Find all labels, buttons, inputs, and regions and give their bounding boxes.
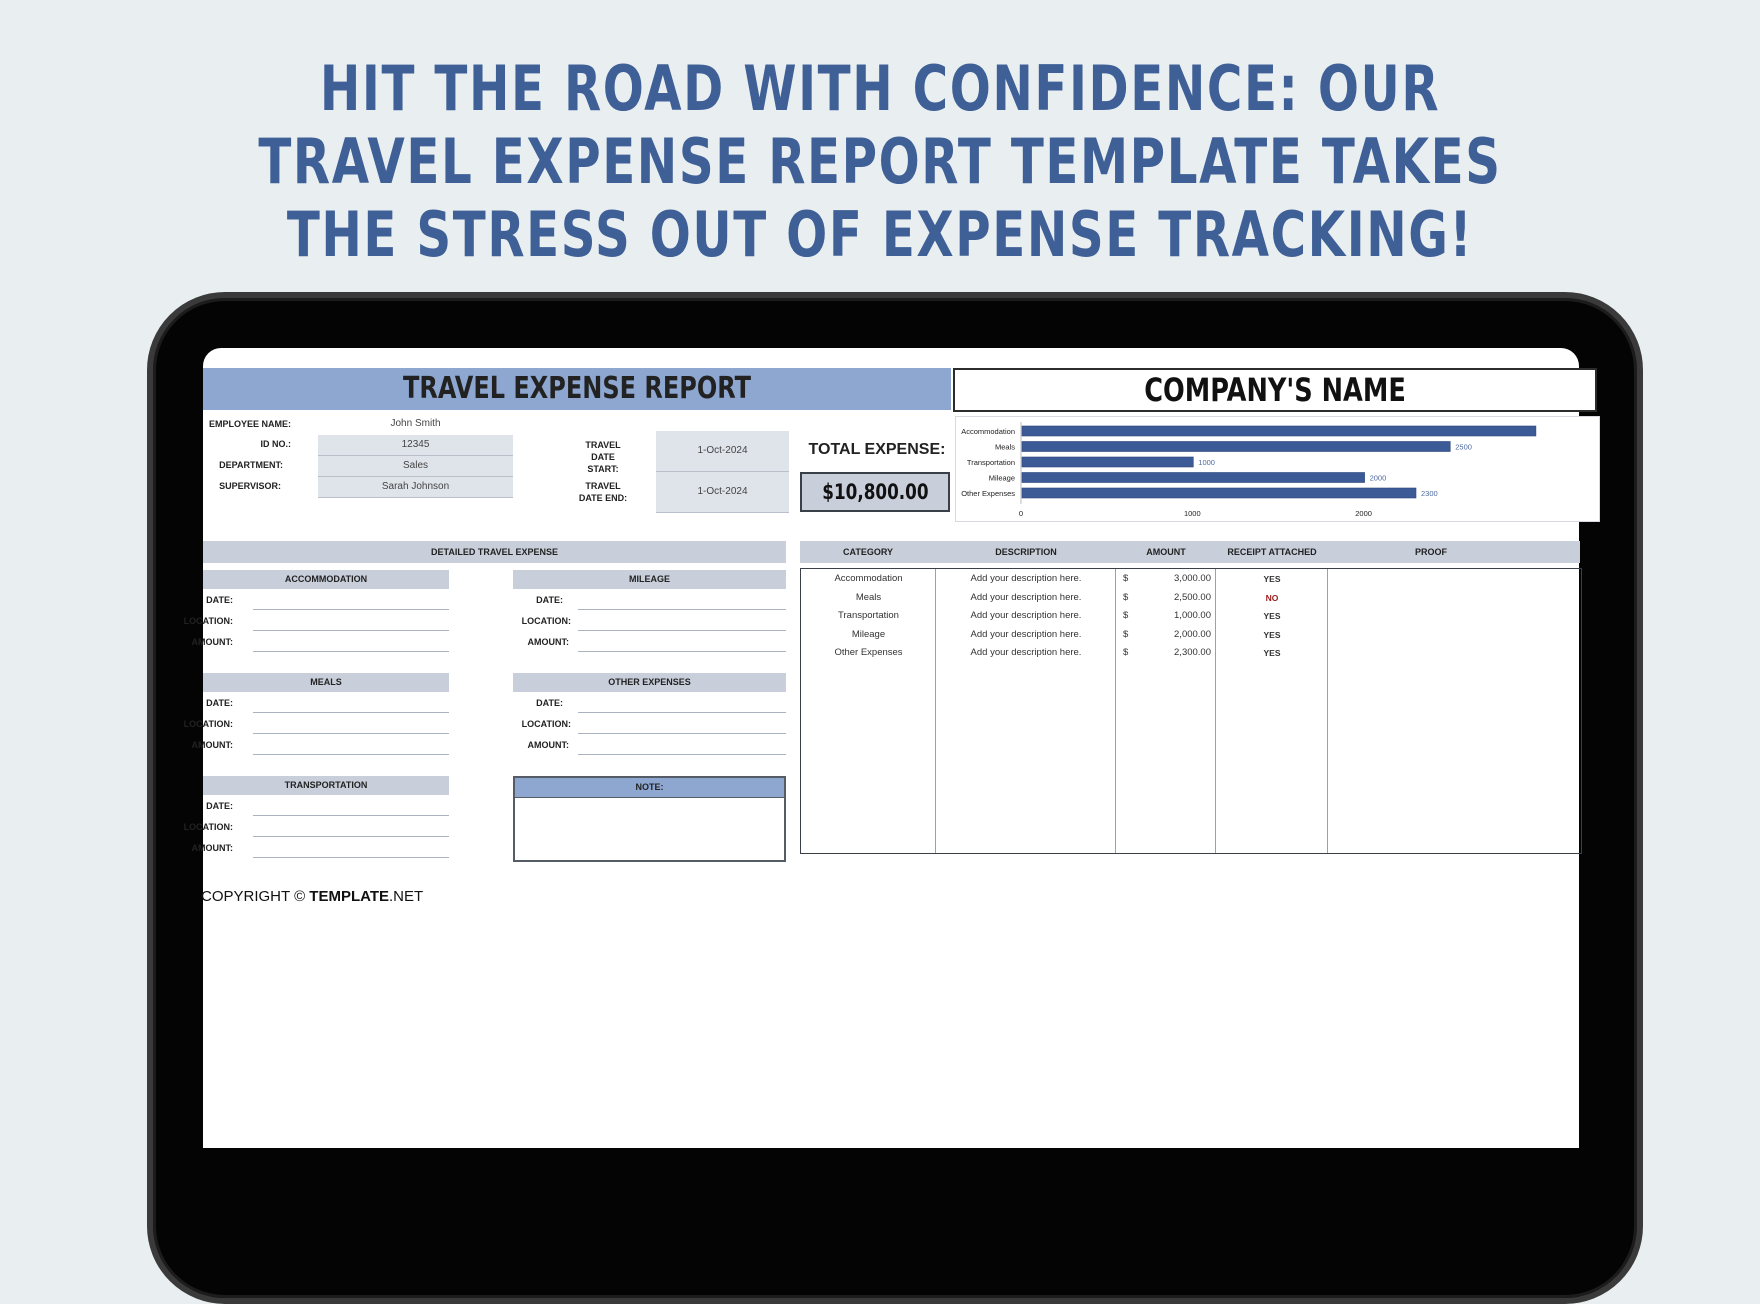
row-amount[interactable]: 2,300.00 [1174,647,1211,658]
meals-location-label: LOCATION: [183,719,233,729]
chart-bar [1022,442,1450,452]
row-category: Other Expenses [834,647,903,658]
spreadsheet-screen [183,348,1579,1148]
transportation-date-label: DATE: [206,801,233,811]
table-header-row [800,541,1580,563]
chart-category-label: Transportation [966,458,1015,467]
detailed-expense-title: DETAILED TRAVEL EXPENSE [203,541,786,563]
mileage-amount-input[interactable] [578,632,786,652]
supervisor-label: SUPERVISOR: [219,481,281,491]
mileage-header: MILEAGE [513,570,786,589]
copyright-suffix: .NET [389,888,424,905]
mileage-amount-label: AMOUNT: [527,637,569,647]
other-location-label: LOCATION: [521,719,571,729]
row-currency: $ [1123,610,1129,621]
transportation-location-label: LOCATION: [183,822,233,832]
copyright [201,888,423,905]
chart-tick-label: 0 [1018,509,1024,518]
chart-category-label: Accommodation [961,427,1015,436]
id-label: ID NO.: [260,439,291,449]
row-receipt[interactable]: YES [1263,574,1281,584]
accommodation-amount-input[interactable] [253,632,449,652]
row-currency: $ [1123,591,1129,603]
row-currency: $ [1123,647,1129,658]
transportation-location-input[interactable] [253,817,449,837]
header-description: DESCRIPTION [995,547,1057,557]
other-amount-label: AMOUNT: [527,740,569,750]
chart-tick-label: 2000 [1355,509,1372,518]
header-receipt: RECEIPT ATTACHED [1227,547,1317,557]
id-value[interactable]: 12345 [318,435,513,456]
chart-data-label: 2300 [1420,489,1438,498]
row-description[interactable]: Add your description here. [970,573,1082,584]
headline-line-2: TRAVEL EXPENSE REPORT TEMPLATE TAKES [258,125,1502,198]
chart-data-label: 1000 [1198,458,1215,467]
meals-date-label: DATE: [206,698,233,708]
headline-line-1: HIT THE ROAD WITH CONFIDENCE: OUR [319,52,1441,125]
table-row[interactable] [801,570,1581,588]
other-amount-input[interactable] [578,735,786,755]
row-amount[interactable]: 1,000.00 [1174,610,1211,621]
row-receipt[interactable]: YES [1263,648,1281,658]
travel-date-end-value[interactable]: 1-Oct-2024 [656,472,789,513]
headline [194,52,1567,271]
mileage-date-label: DATE: [536,595,563,605]
row-receipt[interactable]: YES [1263,629,1281,640]
copyright-prefix: COPYRIGHT © [201,888,310,905]
meals-date-input[interactable] [253,693,449,713]
accommodation-location-label: LOCATION: [183,616,233,626]
meals-header: MEALS [203,673,449,692]
department-value[interactable]: Sales [318,456,513,477]
chart-category-label: Mileage [988,473,1015,483]
row-category: Transportation [838,610,899,621]
row-category: Meals [855,591,882,603]
row-category: Accommodation [834,573,903,584]
supervisor-value[interactable]: Sarah Johnson [318,477,513,498]
mileage-location-label: LOCATION: [521,616,571,626]
chart-data-label: 2500 [1455,442,1472,452]
copyright-brand: TEMPLATE [309,888,390,905]
travel-date-end-label: TRAVEL DATE END: [578,481,628,503]
row-currency: $ [1123,573,1129,584]
other-expenses-header: OTHER EXPENSES [513,673,786,692]
expense-bar-chart [955,416,1579,522]
report-title: TRAVEL EXPENSE REPORT [402,371,752,406]
table-row[interactable] [801,607,1581,625]
note-box[interactable] [513,776,786,862]
chart-bar [1022,457,1193,467]
other-date-label: DATE: [536,698,563,708]
accommodation-date-input[interactable] [253,590,449,610]
transportation-date-input[interactable] [253,796,449,816]
row-description[interactable]: Add your description here. [970,591,1082,603]
accommodation-date-label: DATE: [206,595,233,605]
company-name: COMPANY'S NAME [1144,371,1406,409]
department-label: DEPARTMENT: [219,460,283,470]
table-row[interactable] [801,644,1581,662]
mileage-date-input[interactable] [578,590,786,610]
row-amount[interactable]: 2,500.00 [1174,591,1211,603]
header-proof: PROOF [1414,547,1447,557]
row-currency: $ [1123,628,1129,640]
employee-name-value[interactable]: John Smith [390,418,441,429]
total-expense-label: TOTAL EXPENSE: [808,441,946,458]
other-date-input[interactable] [578,693,786,713]
row-amount[interactable]: 2,000.00 [1174,628,1211,640]
transportation-header: TRANSPORTATION [203,776,449,795]
header-category: CATEGORY [842,547,893,557]
row-description[interactable]: Add your description here. [970,628,1082,640]
accommodation-header: ACCOMMODATION [203,570,449,589]
mileage-location-input[interactable] [578,611,786,631]
row-description[interactable]: Add your description here. [970,647,1082,658]
row-description[interactable]: Add your description here. [970,610,1082,621]
transportation-amount-input[interactable] [253,838,449,858]
report-title-bar [203,368,951,410]
chart-bar [1022,488,1416,498]
meals-amount-label: AMOUNT: [191,740,233,750]
meals-location-input[interactable] [253,714,449,734]
chart-category-label: Meals [994,442,1015,452]
header-amount: AMOUNT [1146,547,1186,557]
row-category: Mileage [851,628,886,640]
table-row[interactable] [801,626,1581,644]
employee-name-label: EMPLOYEE NAME: [208,419,291,429]
note-header: NOTE: [515,778,784,798]
row-receipt[interactable]: YES [1263,611,1281,621]
travel-date-start-value[interactable]: 1-Oct-2024 [656,431,789,472]
chart-category-label: Other Expenses [961,489,1015,498]
meals-amount-input[interactable] [253,735,449,755]
headline-line-3: THE STRESS OUT OF EXPENSE TRACKING! [286,198,1474,271]
total-expense-box [800,472,950,512]
row-receipt[interactable]: NO [1265,592,1279,603]
accommodation-location-input[interactable] [253,611,449,631]
accommodation-amount-label: AMOUNT: [191,637,233,647]
other-location-input[interactable] [578,714,786,734]
transportation-amount-label: AMOUNT: [191,843,233,853]
company-name-box[interactable] [953,368,1597,412]
table-row[interactable] [801,589,1581,607]
chart-bar [1022,473,1365,483]
chart-data-label: 2000 [1369,473,1387,483]
travel-date-start-label: TRAVEL DATE START: [585,440,621,474]
chart-bar [1022,426,1536,436]
chart-tick-label: 1000 [1183,509,1201,518]
total-expense-value: $10,800.00 [821,480,929,504]
row-amount[interactable]: 3,000.00 [1174,573,1211,584]
